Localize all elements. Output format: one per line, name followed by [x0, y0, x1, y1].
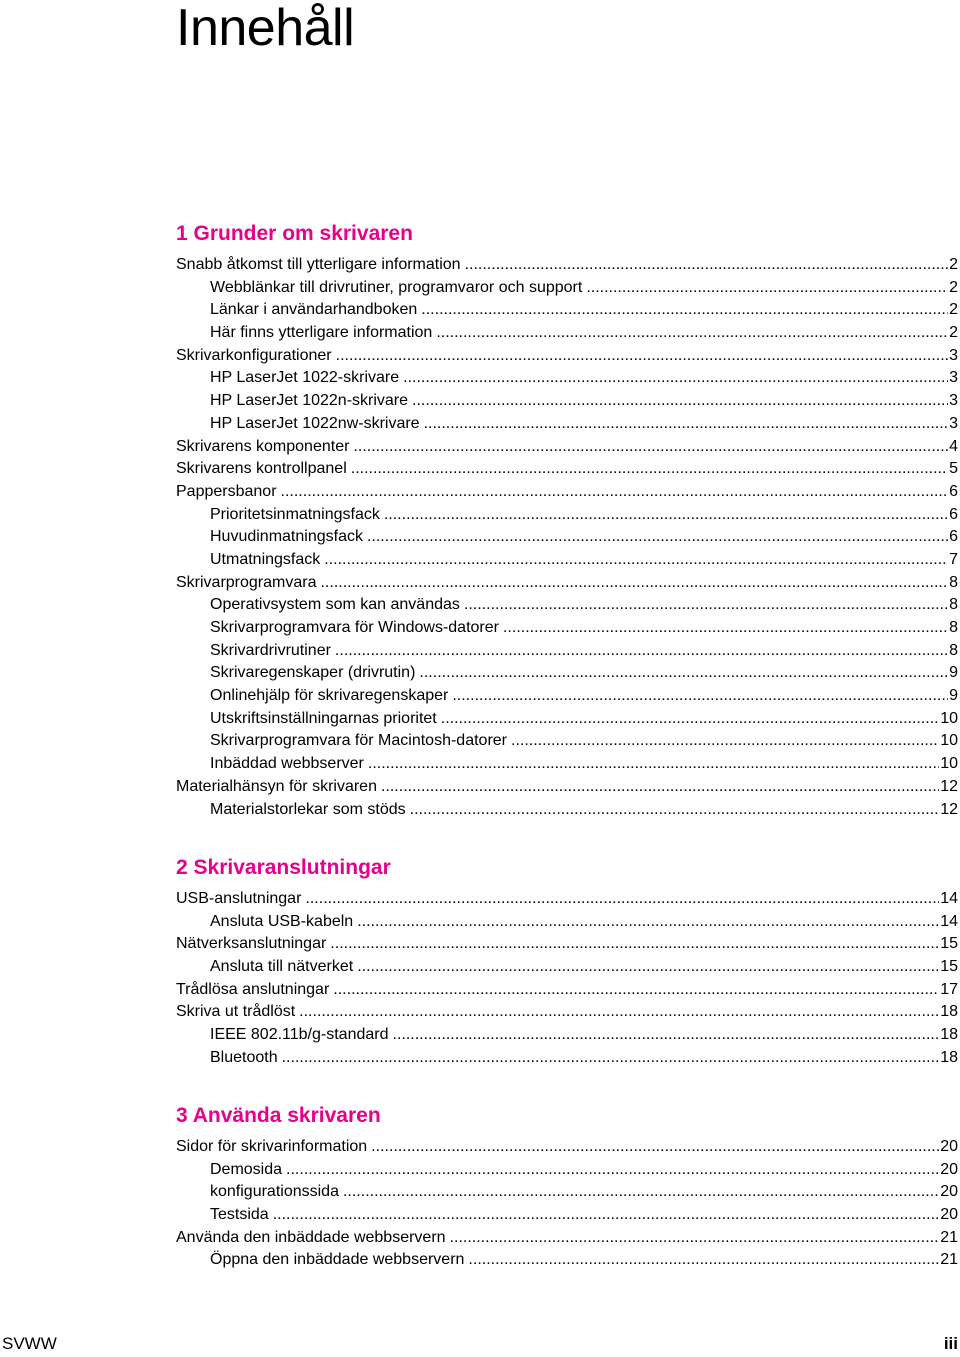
toc-entry[interactable] — [176, 1159, 958, 1182]
toc-entry-page-number: 14 — [940, 890, 958, 907]
toc-entry-label: Skrivarprogramvara för Windows-datorer — [210, 619, 499, 636]
footer-section-code: SVWW — [2, 1334, 57, 1353]
dot-leader — [419, 662, 948, 685]
toc-entry-label: Skrivarkonfigurationer — [176, 346, 332, 364]
chapter-3 — [176, 1103, 958, 1272]
toc-entry-label: Ansluta USB-kabeln — [210, 912, 354, 930]
toc-entry-page-number: 20 — [940, 1206, 958, 1224]
toc-entry-page-number: 3 — [949, 392, 958, 410]
toc-entry-label: USB-anslutningar — [176, 890, 302, 907]
toc-entry[interactable] — [176, 390, 958, 413]
dot-leader — [464, 594, 948, 617]
dot-leader — [367, 526, 948, 549]
toc-entry[interactable] — [176, 662, 958, 685]
toc-list — [176, 888, 958, 1070]
chapter-2 — [176, 855, 958, 1070]
toc-entry[interactable] — [176, 730, 958, 753]
dot-leader — [335, 640, 948, 663]
dot-leader — [357, 911, 939, 934]
toc-entry[interactable] — [176, 345, 958, 368]
toc-entry-label: Materialstorlekar som stöds — [210, 800, 406, 818]
toc-entry[interactable] — [176, 254, 958, 277]
toc-entry-label: Prioritetsinmatningsfack — [210, 505, 380, 523]
dot-leader — [305, 888, 939, 911]
toc-entry[interactable] — [176, 979, 958, 1002]
dot-leader — [299, 1001, 939, 1024]
toc-entry-label: HP LaserJet 1022n-skrivare — [210, 392, 409, 410]
toc-entry[interactable] — [176, 888, 958, 911]
dot-leader — [468, 1249, 939, 1272]
toc-entry-label: Länkar i användarhandboken — [210, 301, 418, 319]
chapter-heading: 3 Använda skrivaren — [176, 1104, 381, 1127]
toc-entry-label: Operativsystem som kan användas — [210, 596, 460, 614]
toc-entry-label: Materialhänsyn för skrivaren — [176, 777, 377, 795]
chapter-heading: 2 Skrivaranslutningar — [176, 856, 391, 879]
toc-entry-label: Här finns ytterligare information — [210, 324, 433, 342]
toc-entry-page-number: 3 — [949, 346, 958, 364]
toc-entry[interactable] — [176, 413, 958, 436]
toc-entry[interactable] — [176, 640, 958, 663]
dot-leader — [424, 413, 949, 436]
toc-entry[interactable] — [176, 911, 958, 934]
toc-entry-page-number: 21 — [940, 1228, 958, 1246]
dot-leader — [403, 367, 948, 390]
toc-entry-label: Skrivarprogramvara för Macintosh-datorer — [210, 732, 507, 750]
toc-entry[interactable] — [176, 933, 958, 956]
toc-entry-page-number: 10 — [940, 709, 958, 727]
dot-leader — [393, 1024, 940, 1047]
toc-entry[interactable] — [176, 1249, 958, 1272]
toc-entry-page-number: 20 — [940, 1160, 958, 1178]
toc-entry-label: Använda den inbäddade webbservern — [176, 1228, 446, 1246]
dot-leader — [273, 1204, 940, 1227]
dot-leader — [450, 1227, 940, 1250]
dot-leader — [324, 549, 948, 572]
toc-entry-label: HP LaserJet 1022-skrivare — [210, 369, 400, 387]
dot-leader — [421, 299, 948, 322]
toc-entry[interactable] — [176, 367, 958, 390]
dot-leader — [353, 436, 948, 459]
toc-entry-page-number: 10 — [940, 732, 958, 750]
toc-entry-page-number: 2 — [949, 324, 958, 342]
toc-entry-label: Bluetooth — [210, 1048, 278, 1066]
toc-entry[interactable] — [176, 481, 958, 504]
toc-entry-page-number: 9 — [949, 687, 958, 705]
toc-entry-label: Webblänkar till drivrutiner, programvaror och support — [210, 278, 583, 296]
toc-entry-page-number: 8 — [949, 641, 958, 659]
toc-entry-label: Trådlösa anslutningar — [176, 980, 330, 998]
toc-entry-label: Utmatningsfack — [210, 550, 321, 568]
toc-entry-page-number: 7 — [949, 550, 958, 568]
toc-entry-page-number: 18 — [940, 1048, 958, 1066]
toc-entry-label: Pappersbanor — [176, 482, 277, 500]
toc-entry-page-number: 4 — [949, 437, 958, 455]
chapter-heading: 1 Grunder om skrivaren — [176, 222, 413, 245]
toc-entry[interactable] — [176, 526, 958, 549]
dot-leader — [281, 481, 949, 504]
toc-entry-label: Sidor för skrivarinformation — [176, 1138, 368, 1155]
toc-entry-label: konfigurationssida — [210, 1183, 339, 1201]
footer-page-number: iii — [943, 1334, 958, 1353]
dot-leader — [286, 1159, 939, 1182]
toc-entry-page-number: 5 — [949, 460, 958, 478]
dot-leader — [333, 979, 939, 1002]
toc-entry-page-number: 8 — [949, 573, 958, 591]
toc-entry[interactable] — [176, 1204, 958, 1227]
dot-leader — [465, 254, 949, 277]
dot-leader — [330, 933, 939, 956]
toc-entry-page-number: 6 — [949, 505, 958, 523]
toc-entry-page-number: 21 — [940, 1251, 958, 1269]
toc-entry-label: Skrivarprogramvara — [176, 573, 317, 591]
toc-entry-label: Skrivaregenskaper (drivrutin) — [210, 664, 416, 682]
toc-entry[interactable] — [176, 799, 958, 822]
toc-entry[interactable] — [176, 1227, 958, 1250]
toc-list — [176, 1136, 958, 1272]
chapter-1 — [176, 221, 958, 821]
toc-entry[interactable] — [176, 504, 958, 527]
toc-entry-label: Demosida — [210, 1160, 283, 1178]
dot-leader — [381, 776, 939, 799]
toc-entry[interactable] — [176, 1047, 958, 1070]
toc-list — [176, 254, 958, 821]
toc-entry[interactable] — [176, 322, 958, 345]
toc-entry-label: Skrivardrivrutiner — [210, 641, 331, 659]
toc-entry-page-number: 14 — [940, 912, 958, 930]
toc-entry-page-number: 20 — [940, 1183, 958, 1201]
toc-entry-page-number: 10 — [940, 755, 958, 773]
dot-leader — [441, 708, 939, 731]
dot-leader — [436, 322, 948, 345]
toc-entry-page-number: 6 — [949, 528, 958, 546]
toc-entry-label: Skrivarens kontrollpanel — [176, 460, 347, 478]
toc-entry-label: Utskriftsinställningarnas prioritet — [210, 709, 437, 727]
dot-leader — [371, 1136, 939, 1159]
toc-entry-page-number: 8 — [949, 619, 958, 636]
toc-entry-page-number: 20 — [940, 1138, 958, 1155]
dot-leader — [586, 277, 948, 300]
toc-entry[interactable] — [176, 1136, 958, 1159]
toc-entry-label: Ansluta till nätverket — [210, 958, 354, 976]
dot-leader — [282, 1047, 940, 1070]
toc-entry-page-number: 3 — [949, 369, 958, 387]
dot-leader — [336, 345, 948, 368]
toc-entry-page-number: 3 — [949, 414, 958, 432]
toc-entry-page-number: 6 — [949, 482, 958, 500]
dot-leader — [511, 730, 939, 753]
dot-leader — [320, 572, 948, 595]
toc-entry[interactable] — [176, 594, 958, 617]
toc-entry-label: Skrivarens komponenter — [176, 437, 350, 455]
toc-entry-label: Onlinehjälp för skrivaregenskaper — [210, 687, 449, 705]
toc-entry[interactable] — [176, 685, 958, 708]
toc-entry-page-number: 8 — [949, 596, 958, 614]
toc-entry-page-number: 12 — [940, 800, 958, 818]
page-footer — [0, 1333, 958, 1357]
toc-entry-label: Huvudinmatningsfack — [210, 528, 363, 546]
dot-leader — [384, 504, 948, 527]
toc-entry-label: Skriva ut trådlöst — [176, 1003, 296, 1021]
toc-entry[interactable] — [176, 956, 958, 979]
toc-entry[interactable] — [176, 1181, 958, 1204]
dot-leader — [351, 458, 948, 481]
toc-entry[interactable] — [176, 436, 958, 459]
toc-entry-label: Inbäddad webbserver — [210, 755, 364, 773]
toc-entry-page-number: 12 — [940, 777, 958, 795]
toc-entry-page-number: 2 — [949, 256, 958, 273]
toc-entry-label: Snabb åtkomst till ytterligare information — [176, 256, 461, 273]
toc-entry[interactable] — [176, 458, 958, 481]
toc-entry-page-number: 2 — [949, 301, 958, 319]
toc-entry-page-number: 18 — [940, 1003, 958, 1021]
dot-leader — [503, 617, 948, 640]
toc-entry-page-number: 9 — [949, 664, 958, 682]
toc-entry[interactable] — [176, 753, 958, 776]
dot-leader — [357, 956, 939, 979]
toc-entry-page-number: 2 — [949, 278, 958, 296]
dot-leader — [410, 799, 940, 822]
toc-entry-label: IEEE 802.11b/g-standard — [210, 1026, 389, 1044]
dot-leader — [343, 1181, 939, 1204]
page-title: Innehåll — [176, 0, 355, 57]
toc-entry[interactable] — [176, 1024, 958, 1047]
toc-entry-label: HP LaserJet 1022nw-skrivare — [210, 414, 420, 432]
toc-entry[interactable] — [176, 572, 958, 595]
dot-leader — [368, 753, 939, 776]
toc-entry-page-number: 15 — [940, 958, 958, 976]
toc-entry-page-number: 17 — [940, 980, 958, 998]
toc-entry-page-number: 18 — [940, 1026, 958, 1044]
toc-entry-label: Nätverksanslutningar — [176, 935, 327, 953]
toc-entry[interactable] — [176, 277, 958, 300]
toc-entry[interactable] — [176, 617, 958, 640]
toc-entry-label: Testsida — [210, 1206, 269, 1224]
toc-entry[interactable] — [176, 1001, 958, 1024]
toc-entry-page-number: 15 — [940, 935, 958, 953]
toc-entry[interactable] — [176, 708, 958, 731]
toc-entry[interactable] — [176, 549, 958, 572]
dot-leader — [412, 390, 948, 413]
dot-leader — [452, 685, 948, 708]
toc-entry-label: Öppna den inbäddade webbservern — [210, 1251, 465, 1269]
toc-entry[interactable] — [176, 776, 958, 799]
toc-entry[interactable] — [176, 299, 958, 322]
